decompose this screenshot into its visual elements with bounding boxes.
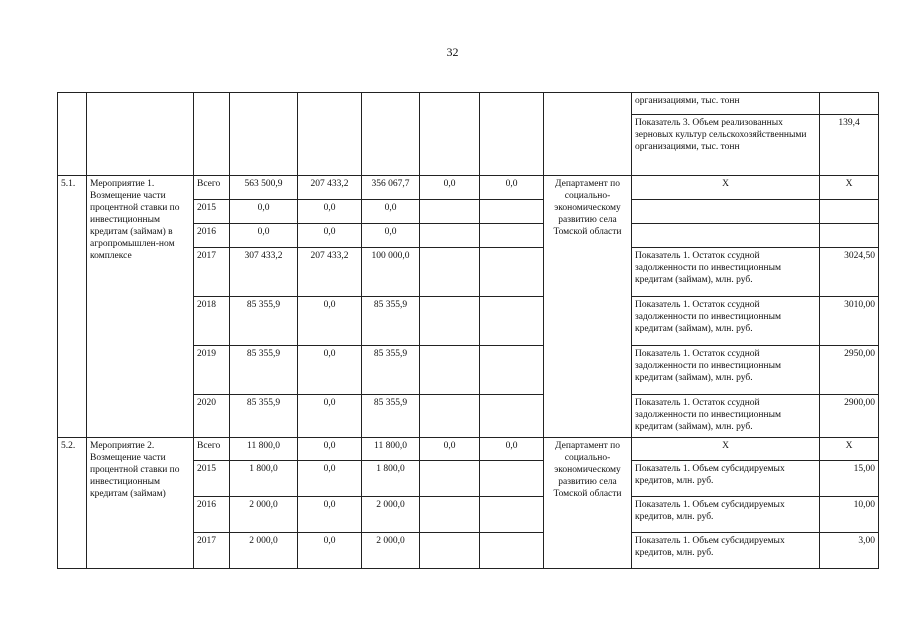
indicator-cell: Показатель 1. Объем субсидируемых кредитов, млн. руб. bbox=[632, 461, 820, 497]
indicator-value bbox=[820, 93, 879, 115]
amount-cell: 307 433,2 bbox=[230, 248, 298, 297]
indicator-cell bbox=[632, 200, 820, 224]
amount-cell bbox=[420, 497, 480, 533]
num-cell bbox=[58, 93, 87, 176]
amount-cell: 2 000,0 bbox=[362, 533, 420, 569]
amount-cell: 0,0 bbox=[298, 297, 362, 346]
amount-cell bbox=[480, 395, 544, 438]
executor-cell bbox=[544, 93, 632, 176]
table-row bbox=[58, 93, 879, 115]
amount-cell bbox=[230, 93, 298, 176]
indicator-value: 3024,50 bbox=[820, 248, 879, 297]
amount-cell bbox=[420, 93, 480, 176]
amount-cell bbox=[362, 93, 420, 176]
amount-cell: 85 355,9 bbox=[230, 395, 298, 438]
year-cell: 2016 bbox=[194, 497, 230, 533]
amount-cell bbox=[420, 248, 480, 297]
indicator-cell: Показатель 3. Объем реализованных зерновых культур сельскохозяйственными организациями, тыс. тонн bbox=[632, 115, 820, 176]
year-cell: 2016 bbox=[194, 224, 230, 248]
amount-cell: 0,0 bbox=[420, 176, 480, 200]
program-table bbox=[57, 92, 879, 569]
amount-cell: 11 800,0 bbox=[362, 438, 420, 461]
amount-cell: 0,0 bbox=[230, 224, 298, 248]
executor-cell: Департамент по социально-экономическому развитию села Томской области bbox=[544, 176, 632, 438]
name-cell bbox=[87, 93, 194, 176]
amount-cell bbox=[480, 497, 544, 533]
measure-number: 5.2. bbox=[58, 438, 87, 569]
indicator-value: Х bbox=[820, 438, 879, 461]
indicator-value: 2950,00 bbox=[820, 346, 879, 395]
amount-cell: 85 355,9 bbox=[362, 346, 420, 395]
amount-cell: 0,0 bbox=[298, 461, 362, 497]
amount-cell bbox=[480, 461, 544, 497]
amount-cell: 0,0 bbox=[480, 176, 544, 200]
indicator-value: 139,4 bbox=[820, 115, 879, 176]
indicator-value: 3010,00 bbox=[820, 297, 879, 346]
year-cell: Всего bbox=[194, 438, 230, 461]
amount-cell: 2 000,0 bbox=[230, 533, 298, 569]
amount-cell: 85 355,9 bbox=[230, 297, 298, 346]
measure-name: Мероприятие 1. Возмещение части процентной ставки по инвестиционным кредитам (займам) в агропромышлен-ном комплексе bbox=[87, 176, 194, 438]
indicator-cell: Показатель 1. Объем субсидируемых кредитов, млн. руб. bbox=[632, 533, 820, 569]
amount-cell: 207 433,2 bbox=[298, 248, 362, 297]
table-row bbox=[58, 438, 879, 461]
year-cell: 2018 bbox=[194, 297, 230, 346]
amount-cell: 0,0 bbox=[298, 346, 362, 395]
amount-cell bbox=[298, 93, 362, 176]
amount-cell bbox=[480, 200, 544, 224]
amount-cell: 356 067,7 bbox=[362, 176, 420, 200]
amount-cell: 0,0 bbox=[230, 200, 298, 224]
indicator-cell: Х bbox=[632, 438, 820, 461]
year-cell: 2017 bbox=[194, 248, 230, 297]
page-number: 32 bbox=[446, 45, 459, 59]
amount-cell: 0,0 bbox=[298, 497, 362, 533]
amount-cell: 0,0 bbox=[298, 533, 362, 569]
year-cell: 2015 bbox=[194, 200, 230, 224]
amount-cell bbox=[420, 395, 480, 438]
amount-cell bbox=[420, 533, 480, 569]
amount-cell: 85 355,9 bbox=[230, 346, 298, 395]
amount-cell bbox=[480, 346, 544, 395]
indicator-value: 2900,00 bbox=[820, 395, 879, 438]
year-cell: 2019 bbox=[194, 346, 230, 395]
amount-cell: 1 800,0 bbox=[230, 461, 298, 497]
table-row bbox=[58, 176, 879, 200]
indicator-value bbox=[820, 200, 879, 224]
amount-cell bbox=[480, 93, 544, 176]
amount-cell bbox=[480, 224, 544, 248]
indicator-value: 3,00 bbox=[820, 533, 879, 569]
amount-cell: 1 800,0 bbox=[362, 461, 420, 497]
indicator-value: 15,00 bbox=[820, 461, 879, 497]
measure-name: Мероприятие 2. Возмещение части процентной ставки по инвестиционным кредитам (займам) bbox=[87, 438, 194, 569]
indicator-cell: Показатель 1. Остаток ссудной задолженности по инвестиционным кредитам (займам), млн. руб. bbox=[632, 248, 820, 297]
amount-cell bbox=[480, 297, 544, 346]
indicator-cell: Показатель 1. Объем субсидируемых кредитов, млн. руб. bbox=[632, 497, 820, 533]
year-cell: 2015 bbox=[194, 461, 230, 497]
indicator-cell: Показатель 1. Остаток ссудной задолженности по инвестиционным кредитам (займам), млн. руб. bbox=[632, 297, 820, 346]
amount-cell: 0,0 bbox=[362, 224, 420, 248]
amount-cell: 0,0 bbox=[362, 200, 420, 224]
amount-cell: 563 500,9 bbox=[230, 176, 298, 200]
measure-number: 5.1. bbox=[58, 176, 87, 438]
amount-cell: 11 800,0 bbox=[230, 438, 298, 461]
indicator-value: Х bbox=[820, 176, 879, 200]
year-cell: 2017 bbox=[194, 533, 230, 569]
amount-cell: 0,0 bbox=[298, 395, 362, 438]
year-cell: Всего bbox=[194, 176, 230, 200]
indicator-value bbox=[820, 224, 879, 248]
amount-cell bbox=[420, 297, 480, 346]
indicator-cell bbox=[632, 224, 820, 248]
year-cell bbox=[194, 93, 230, 176]
amount-cell bbox=[420, 224, 480, 248]
amount-cell bbox=[420, 200, 480, 224]
indicator-cell: Х bbox=[632, 176, 820, 200]
amount-cell: 2 000,0 bbox=[230, 497, 298, 533]
amount-cell: 2 000,0 bbox=[362, 497, 420, 533]
indicator-value: 10,00 bbox=[820, 497, 879, 533]
amount-cell bbox=[420, 346, 480, 395]
amount-cell: 0,0 bbox=[420, 438, 480, 461]
amount-cell: 85 355,9 bbox=[362, 297, 420, 346]
amount-cell: 100 000,0 bbox=[362, 248, 420, 297]
indicator-cell: организациями, тыс. тонн bbox=[632, 93, 820, 115]
amount-cell: 0,0 bbox=[480, 438, 544, 461]
amount-cell: 0,0 bbox=[298, 200, 362, 224]
amount-cell: 85 355,9 bbox=[362, 395, 420, 438]
amount-cell: 0,0 bbox=[298, 438, 362, 461]
year-cell: 2020 bbox=[194, 395, 230, 438]
executor-cell: Департамент по социально-экономическому развитию села Томской области bbox=[544, 438, 632, 569]
amount-cell bbox=[480, 533, 544, 569]
amount-cell: 0,0 bbox=[298, 224, 362, 248]
indicator-cell: Показатель 1. Остаток ссудной задолженности по инвестиционным кредитам (займам), млн. руб. bbox=[632, 346, 820, 395]
indicator-cell: Показатель 1. Остаток ссудной задолженности по инвестиционным кредитам (займам), млн. руб. bbox=[632, 395, 820, 438]
amount-cell bbox=[420, 461, 480, 497]
amount-cell bbox=[480, 248, 544, 297]
amount-cell: 207 433,2 bbox=[298, 176, 362, 200]
